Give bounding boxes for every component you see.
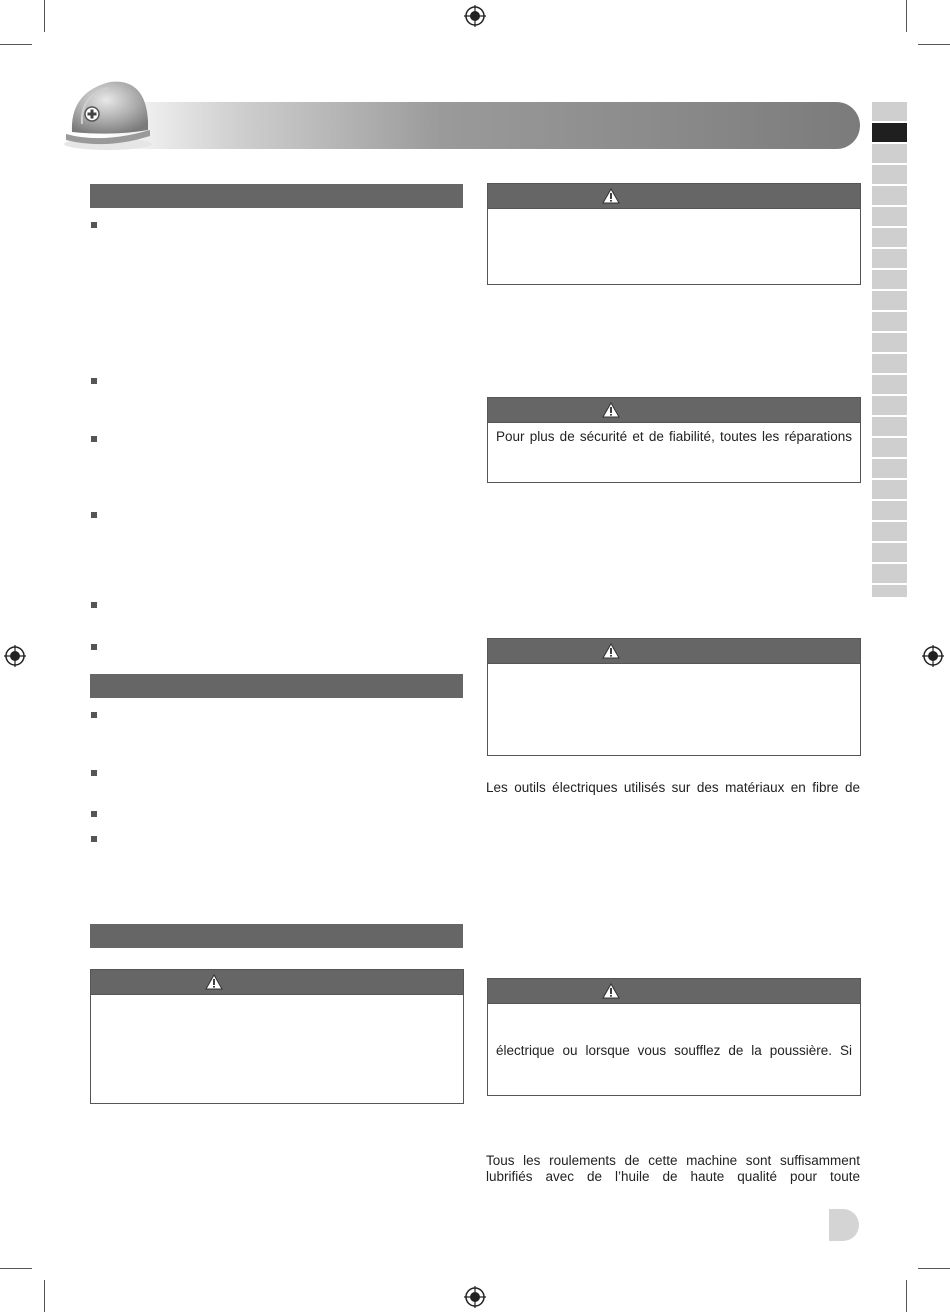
language-tab[interactable] (872, 270, 907, 289)
language-tab[interactable] (872, 249, 907, 268)
warning-triangle-icon (602, 402, 620, 418)
paragraph-bearings-line-2: lubrifiés avec de l’huile de haute qualité pour toute (486, 1169, 860, 1184)
warning-triangle-icon (602, 188, 620, 204)
language-tab[interactable] (872, 165, 907, 184)
bullet-icon (91, 436, 97, 442)
crop-mark (906, 1280, 907, 1312)
bullet-icon (91, 644, 97, 650)
warning-triangle-icon (602, 643, 620, 659)
bullet-icon (91, 602, 97, 608)
language-tab[interactable] (872, 354, 907, 373)
registration-mark-icon (464, 5, 486, 27)
language-tab[interactable] (872, 564, 907, 583)
bullet-icon (91, 836, 97, 842)
language-tab[interactable] (872, 396, 907, 415)
warning-box-header (488, 184, 860, 209)
section-header (90, 674, 463, 698)
bullet-icon (91, 222, 97, 228)
section-header (90, 924, 463, 948)
page-number-tab (829, 1209, 859, 1241)
language-tab[interactable] (872, 207, 907, 226)
warning-box-header (488, 639, 860, 664)
warning-triangle-icon (602, 983, 620, 999)
bullet-icon (91, 770, 97, 776)
language-tab[interactable] (872, 186, 907, 205)
language-tab[interactable] (872, 501, 907, 520)
language-tab[interactable] (872, 333, 907, 352)
warning-box-header (91, 970, 463, 995)
language-tab[interactable] (872, 543, 907, 562)
crop-mark (0, 44, 32, 45)
warning-box (487, 978, 861, 1096)
warning-triangle-icon (205, 974, 223, 990)
safety-helmet-icon (62, 74, 154, 152)
warning-box (487, 183, 861, 285)
crop-mark (44, 0, 45, 32)
bullet-icon (91, 378, 97, 384)
warning-box-header (488, 979, 860, 1004)
language-tab[interactable] (872, 291, 907, 310)
paragraph-fiberglass: Les outils électriques utilisés sur des matériaux en fibre de (486, 780, 860, 795)
language-tab[interactable] (872, 102, 907, 121)
language-tab[interactable] (872, 459, 907, 478)
language-tab[interactable] (872, 480, 907, 499)
language-tab[interactable] (872, 144, 907, 163)
crop-mark (0, 1268, 32, 1269)
warning-box (90, 969, 464, 1104)
section-header (90, 184, 463, 208)
warning-box (487, 397, 861, 483)
language-tab[interactable] (872, 417, 907, 436)
warning-text: électrique ou lorsque vous soufflez de la poussière. Si (496, 1043, 852, 1058)
warning-box-header (488, 398, 860, 423)
registration-mark-icon (464, 1286, 486, 1308)
language-tab[interactable] (872, 522, 907, 541)
bullet-icon (91, 512, 97, 518)
crop-mark (918, 1268, 950, 1269)
language-tab[interactable] (872, 312, 907, 331)
crop-mark (918, 44, 950, 45)
language-tab[interactable] (872, 123, 907, 142)
language-tab[interactable] (872, 375, 907, 394)
language-tab[interactable] (872, 438, 907, 457)
paragraph-bearings-line-1: Tous les roulements de cette machine sont suffisamment (486, 1153, 860, 1168)
warning-box (487, 638, 861, 756)
registration-mark-icon (922, 645, 944, 667)
header-banner (100, 102, 860, 149)
crop-mark (44, 1280, 45, 1312)
registration-mark-icon (4, 645, 26, 667)
bullet-icon (91, 712, 97, 718)
crop-mark (906, 0, 907, 32)
language-tab[interactable] (872, 585, 907, 597)
language-tab[interactable] (872, 228, 907, 247)
warning-text: Pour plus de sécurité et de fiabilité, toutes les réparations (496, 429, 852, 444)
bullet-icon (91, 811, 97, 817)
